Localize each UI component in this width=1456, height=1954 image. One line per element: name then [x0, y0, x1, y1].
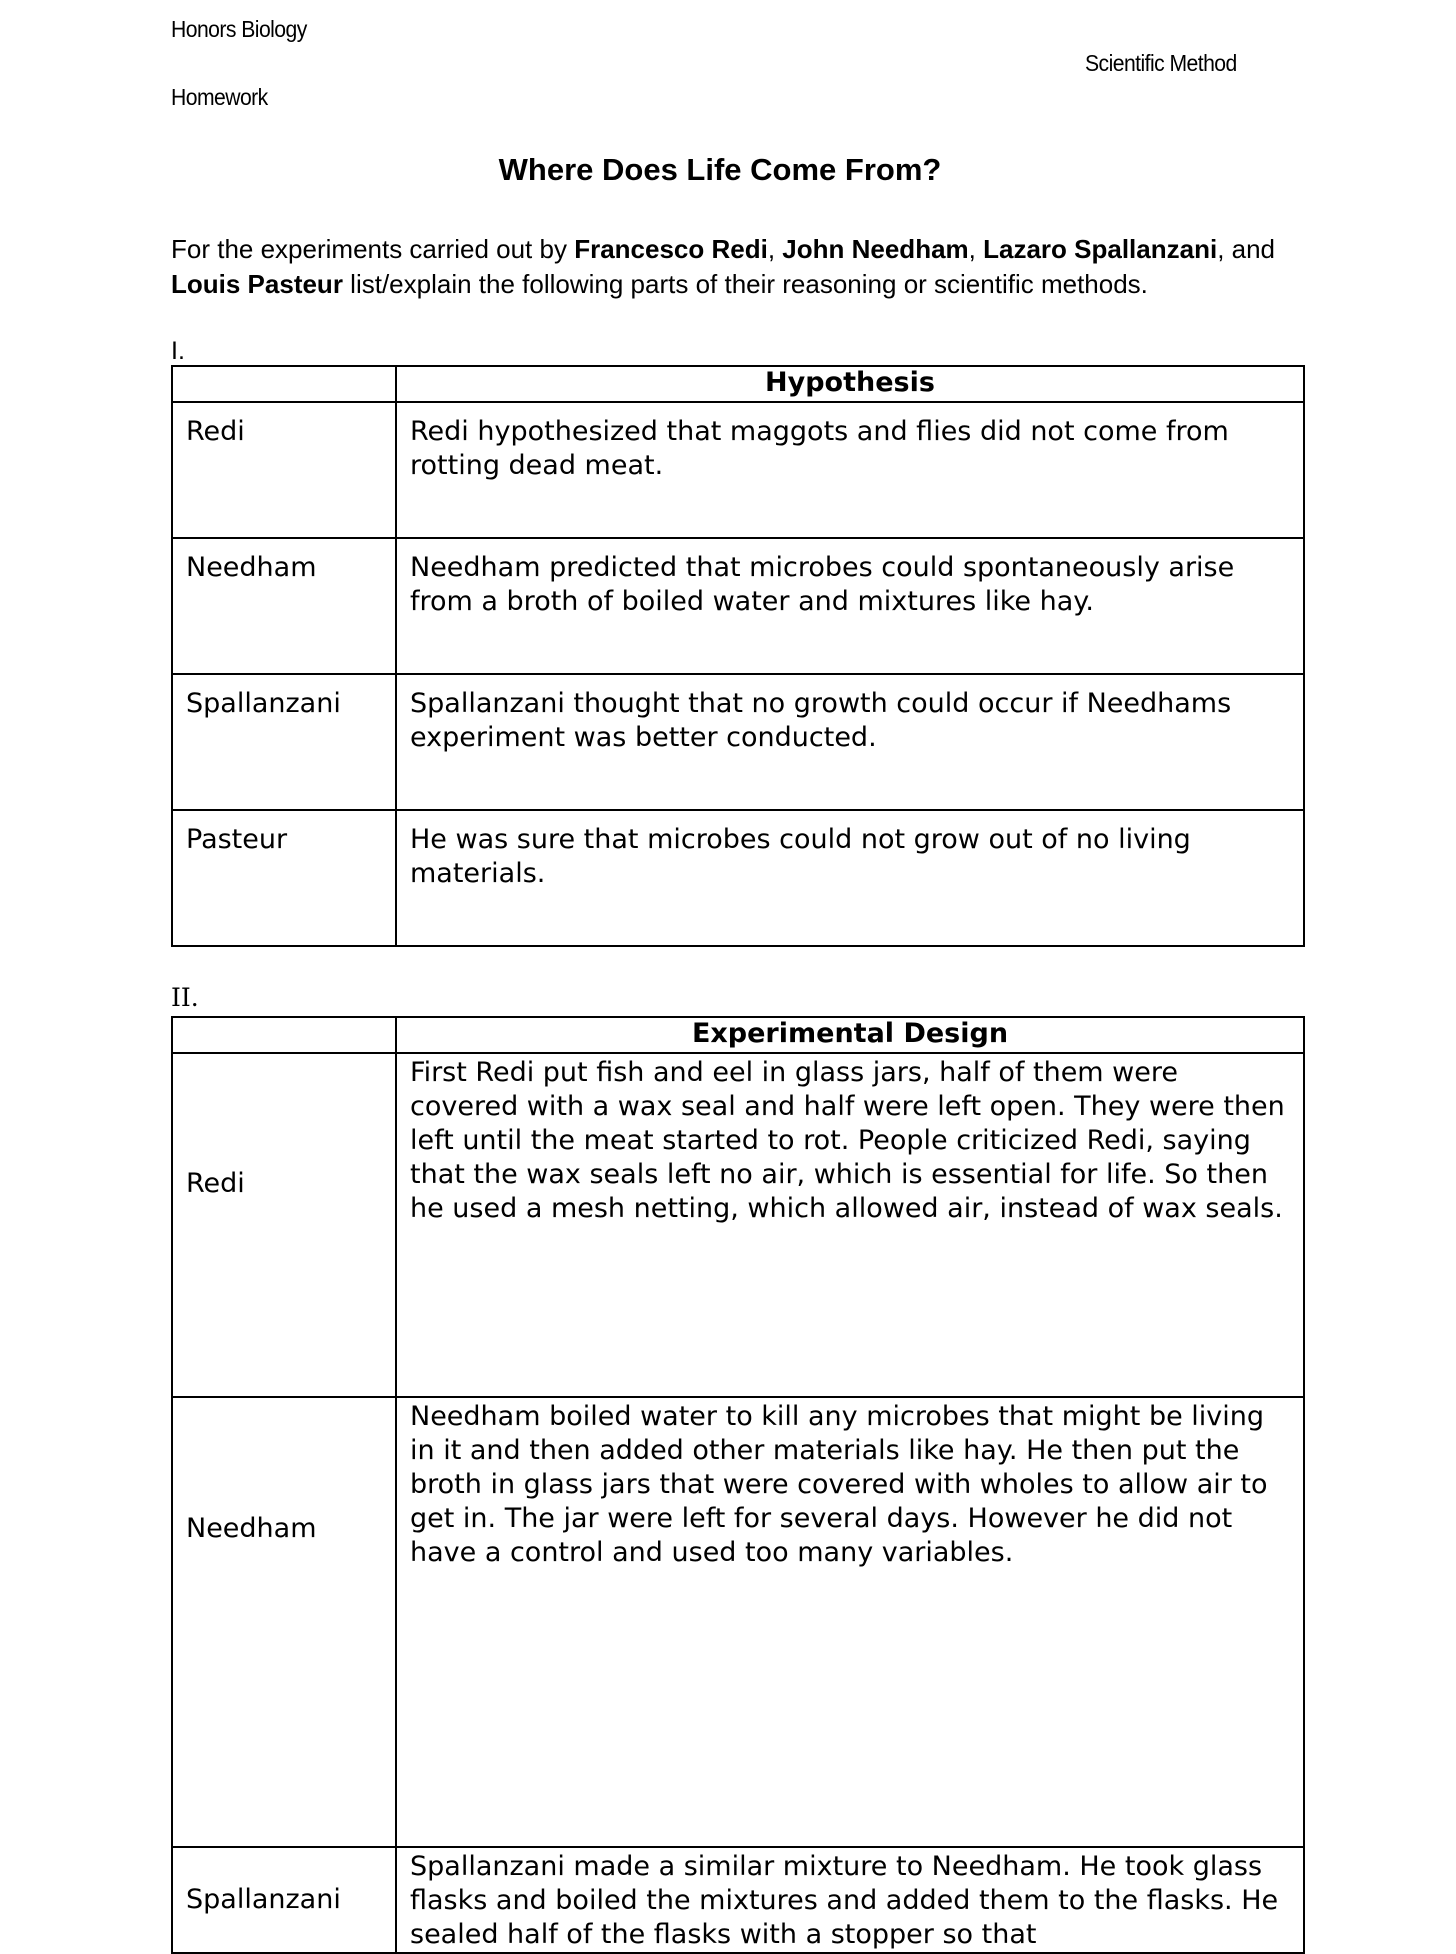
scientist-cell: Redi: [172, 402, 396, 538]
scientist-cell: Pasteur: [172, 810, 396, 946]
column-header: Hypothesis: [396, 366, 1304, 402]
scientist-name: Lazaro Spallanzani: [983, 234, 1218, 264]
page-title: Where Does Life Come From?: [498, 152, 942, 187]
table-row: [172, 1397, 1304, 1847]
scientist-cell: Spallanzani: [172, 1847, 396, 1953]
table-row: [172, 538, 1304, 674]
answer-cell: First Redi put fish and eel in glass jars, half of them were covered with a wax seal and half were left open. They were then left until the meat started to rot. People criticized Redi, saying that the wax seals left no air, which is essential for life. So then he used a mesh netting, which allowed air, instead of wax seals.: [396, 1053, 1304, 1397]
column-header: Experimental Design: [396, 1017, 1304, 1053]
table-row: [172, 1053, 1304, 1397]
answer-cell: Spallanzani thought that no growth could occur if Needhams experiment was better conducted.: [396, 674, 1304, 810]
scientist-cell: Spallanzani: [172, 674, 396, 810]
section-numeral: II.: [171, 983, 199, 1012]
intro-text: , and: [1217, 234, 1276, 264]
table-header-row: [172, 366, 1304, 402]
blank-header-cell: [172, 366, 396, 402]
experimental-design-table: [171, 1016, 1305, 1954]
answer-cell: He was sure that microbes could not grow out of no living materials.: [396, 810, 1304, 946]
scientist-cell: Needham: [172, 1397, 396, 1847]
answer-cell: Needham boiled water to kill any microbes that might be living in it and then added other materials like hay. He then put the broth in glass jars that were covered with wholes to allow air to get in. The jar were left for several days. However he did not have a control and used too many variables.: [396, 1397, 1304, 1847]
answer-cell: Redi hypothesized that maggots and flies did not come from rotting dead meat.: [396, 402, 1304, 538]
table-row: [172, 674, 1304, 810]
scientist-cell: Needham: [172, 538, 396, 674]
hypothesis-table: [171, 365, 1305, 947]
answer-cell: Spallanzani made a similar mixture to Needham. He took glass flasks and boiled the mixtures and added them to the flasks. He sealed half of the flasks with a stopper so that: [396, 1847, 1304, 1953]
intro-text: ,: [968, 234, 984, 264]
scientist-cell: Redi: [172, 1053, 396, 1397]
scientist-name: Louis Pasteur: [171, 268, 343, 299]
table-row: [172, 402, 1304, 538]
table-header-row: [172, 1017, 1304, 1053]
blank-header-cell: [172, 1017, 396, 1053]
answer-cell: Needham predicted that microbes could spontaneously arise from a broth of boiled water and mixtures like hay.: [396, 538, 1304, 674]
instructions-paragraph: [171, 232, 1301, 301]
course-name: Honors Biology: [171, 16, 307, 42]
scientist-name: John Needham: [782, 234, 969, 264]
section-numeral: I.: [171, 337, 185, 365]
intro-text: list/explain the following parts of their reasoning or scientific methods.: [342, 268, 1148, 299]
intro-text: ,: [767, 234, 783, 264]
table-row: [172, 1847, 1304, 1953]
intro-text: For the experiments carried out by: [171, 234, 575, 264]
scientist-name: Francesco Redi: [574, 234, 768, 264]
assignment-label: Homework: [171, 84, 268, 110]
topic-label: Scientific Method: [1085, 50, 1237, 76]
table-row: [172, 810, 1304, 946]
